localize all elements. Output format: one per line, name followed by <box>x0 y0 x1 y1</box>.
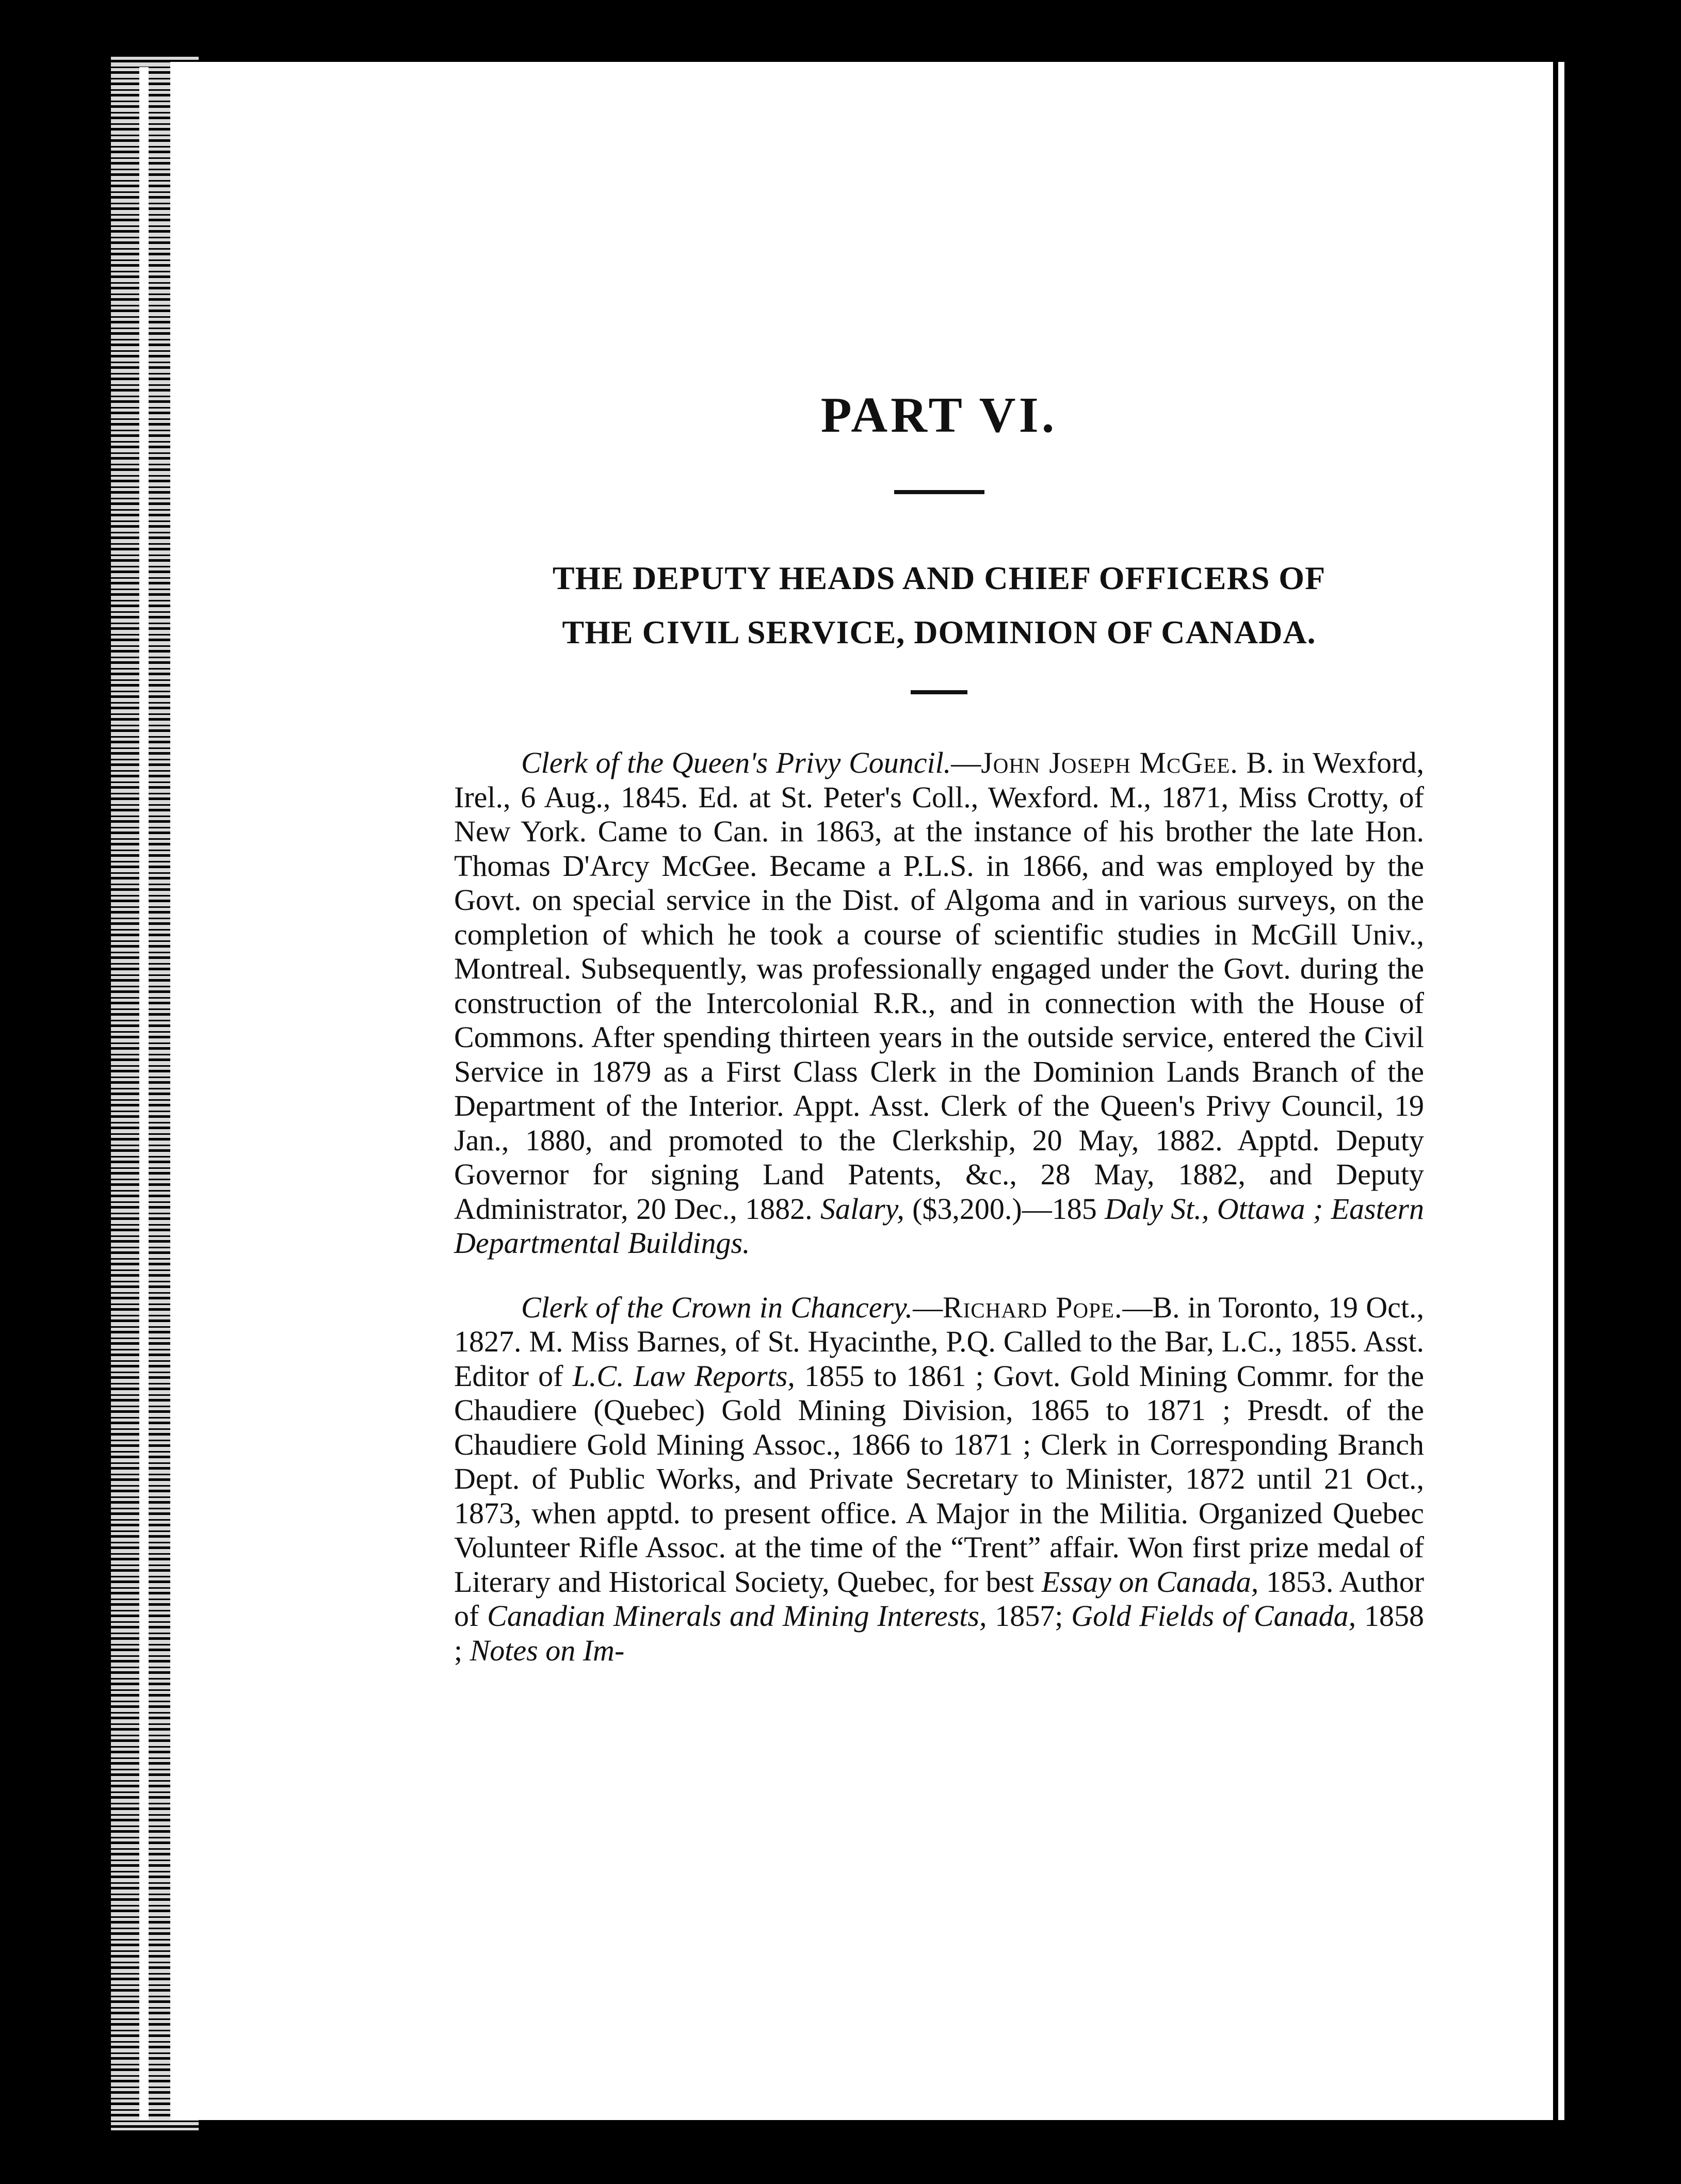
entry-publication-4: Gold Fields of Canada, <box>1071 1599 1356 1633</box>
entry-body-part-4: 1857; <box>987 1599 1072 1633</box>
entry-body-part-5: 1858 ; <box>454 1599 1424 1667</box>
heading-rule <box>911 690 967 694</box>
binding-highlight <box>139 67 149 2120</box>
entry-person-name: John Joseph McGee. <box>981 746 1238 779</box>
entry-dash: — <box>913 1290 943 1324</box>
entry-salary-label: Salary, <box>820 1192 904 1226</box>
page-content <box>454 382 1424 1668</box>
entry-office: Clerk of the Queen's Privy Council. <box>521 746 951 779</box>
title-rule <box>894 490 984 494</box>
entry-publication-3: Canadian Minerals and Mining Interests, <box>487 1599 987 1633</box>
section-heading-line-2: THE CIVIL SERVICE, DOMINION OF CANADA. <box>562 614 1316 650</box>
page-edge-gap <box>1553 62 1558 2120</box>
entry-body-part-1: —B. in Toronto, 19 Oct., 1827. M. Miss Barnes, of St. Hyacinthe, P.Q. Called to the Bar, L.C., 1855. Asst. Editor of <box>454 1290 1424 1393</box>
entry-publication-1: L.C. Law Reports, <box>572 1359 795 1393</box>
entry-publication-5: Notes on Im- <box>470 1633 625 1667</box>
entry-body-part-2: 1855 to 1861 ; Govt. Gold Mining Commr. for the Chaudiere (Quebec) Gold Mining Division, 1865 to 1871 ; Presdt. of the Chaudiere Gold Mining Assoc., 1866 to 1871 ; Clerk in Corresponding Branch Dept. of Public Works, and Private Secretary to Minister, 1872 until 21 Oct., 1873, when apptd. to present office. A Major in the Militia. Organized Quebec Volunteer Rifle Assoc. at the time of the “Trent” affair. Won first prize medal of Literary and Historical Society, Quebec, for best <box>454 1359 1424 1599</box>
entry-publication-2: Essay on Canada, <box>1041 1564 1259 1599</box>
part-title: PART VI. <box>820 387 1058 443</box>
entry-office: Clerk of the Crown in Chancery. <box>521 1290 913 1324</box>
entry-dash: — <box>951 746 981 779</box>
entry-person-name: Richard Pope. <box>943 1290 1123 1324</box>
entry-body-part-3: 1853. Author of <box>454 1564 1425 1633</box>
entry-address: Daly St., Ottawa ; Eastern Departmental Buildings. <box>454 1192 1425 1260</box>
entry-privy-council-clerk <box>454 746 1424 1261</box>
page-edge-line <box>1558 62 1564 2120</box>
section-heading-line-1: THE DEPUTY HEADS AND CHIEF OFFICERS OF <box>552 560 1326 596</box>
section-heading <box>454 551 1424 659</box>
entry-salary-value: ($3,200.)—185 <box>904 1192 1105 1226</box>
entry-crown-chancery-clerk <box>454 1291 1424 1668</box>
entry-body: B. in Wexford, Irel., 6 Aug., 1845. Ed. at St. Peter's Coll., Wexford. M., 1871, Miss Crotty, of New York. Came to Can. in 1863, at the instance of his brother the late Hon. Thomas D'Arcy McGee. Became a P.L.S. in 1866, and was employed by the Govt. on special service in the Dist. of Algoma and in various surveys, on the completion of which he took a course of scientific studies in McGill Univ., Montreal. Subsequently, was professionally engaged under the Govt. during the construction of the Intercolonial R.R., and in connection with the House of Commons. After spending thirteen years in the outside service, entered the Civil Service in 1879 as a First Class Clerk in the Dominion Lands Branch of the Department of the Interior. Appt. Asst. Clerk of the Queen's Privy Council, 19 Jan., 1880, and promoted to the Clerkship, 20 May, 1882. Apptd. Deputy Governor for signing Land Patents, &c., 28 May, 1882, and Deputy Administrator, 20 Dec., 1882. <box>454 746 1424 1226</box>
